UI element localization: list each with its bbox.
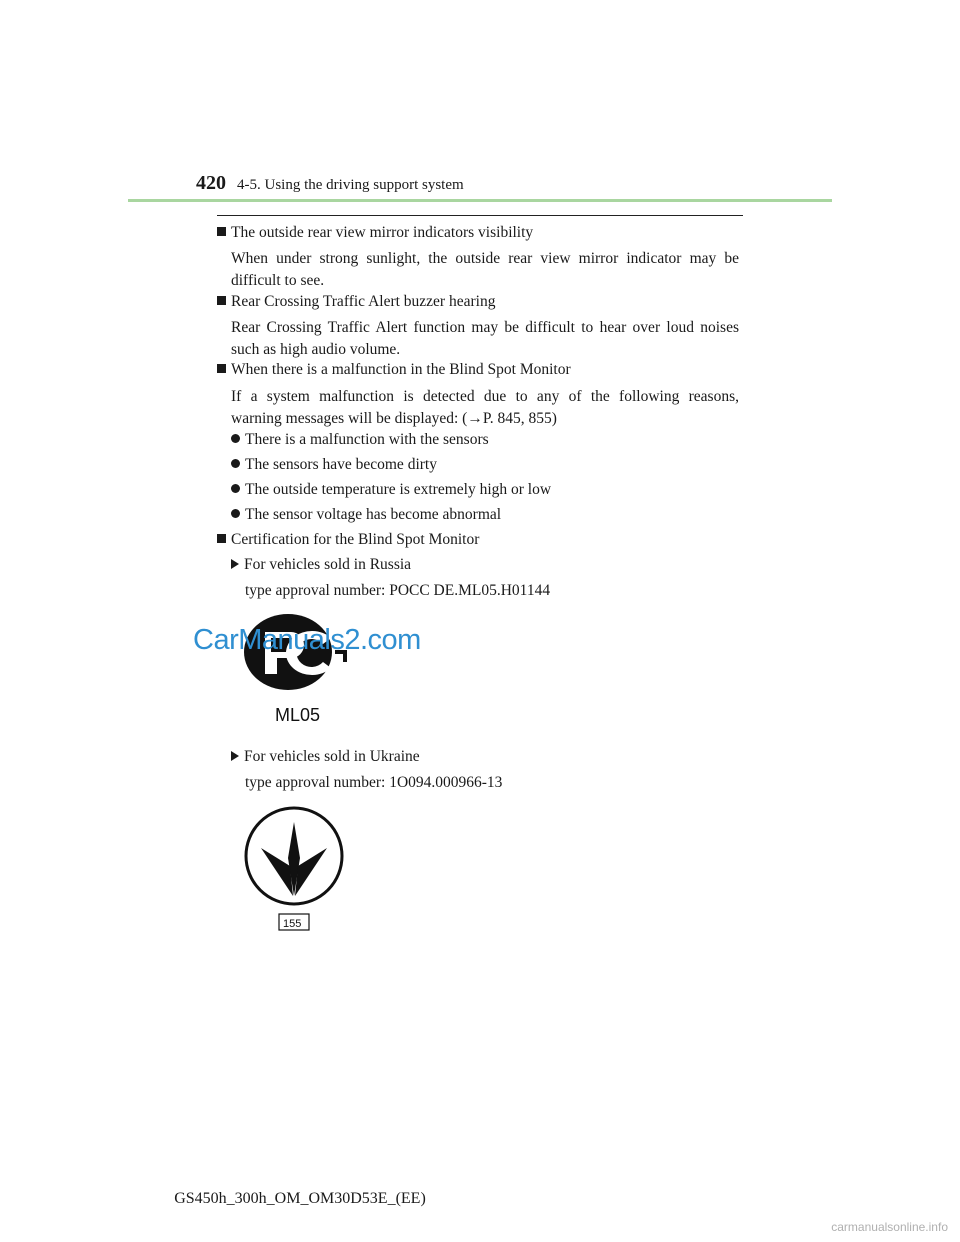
round-bullet-icon — [231, 509, 240, 518]
triangle-bullet-icon — [231, 751, 239, 761]
ukraine-certification-mark-icon — [243, 806, 347, 934]
round-bullet-icon — [231, 434, 240, 443]
heading-buzzer-hearing: Rear Crossing Traffic Alert buzzer hearing — [217, 293, 495, 311]
triangle-bullet-icon — [231, 559, 239, 569]
paragraph-malfunction: If a system malfunction is detected due to any of the following reasons, warning messages will be displayed: (→P. 845, 855) — [231, 388, 739, 427]
round-bullet-icon — [231, 484, 240, 493]
footer-model-code: GS450h_300h_OM_OM30D53E_(EE) — [174, 1190, 426, 1207]
heading-malfunction: When there is a malfunction in the Blind Spot Monitor — [217, 361, 571, 379]
square-bullet-icon — [217, 227, 226, 236]
bullet-item: The sensors have become dirty — [231, 456, 437, 474]
square-bullet-icon — [217, 364, 226, 373]
round-bullet-icon — [231, 459, 240, 468]
watermark: CarManuals2.com — [193, 624, 421, 656]
bullet-item: There is a malfunction with the sensors — [231, 431, 489, 449]
site-mark: carmanualsonline.info — [831, 1220, 948, 1234]
paragraph-buzzer-hearing: Rear Crossing Traffic Alert function may be difficult to hear over loud noises such as high audio volume. — [231, 319, 739, 358]
bullet-item: The sensor voltage has become abnormal — [231, 506, 501, 524]
content-top-rule — [217, 215, 743, 216]
russia-label: For vehicles sold in Russia — [231, 556, 411, 574]
ukraine-approval-number: type approval number: 1O094.000966-13 — [245, 774, 503, 791]
heading-mirror-visibility: The outside rear view mirror indicators visibility — [217, 224, 533, 242]
section-title: 4-5. Using the driving support system — [237, 177, 464, 193]
square-bullet-icon — [217, 296, 226, 305]
russia-approval-number: type approval number: POCC DE.ML05.H01144 — [245, 582, 551, 599]
ukraine-label: For vehicles sold in Ukraine — [231, 748, 420, 766]
russia-mark-code: ML05 — [275, 705, 321, 724]
ukraine-mark-code: 155 — [283, 918, 302, 930]
bullet-item: The outside temperature is extremely high or low — [231, 481, 551, 499]
header-rule — [128, 199, 832, 202]
heading-certification: Certification for the Blind Spot Monitor — [217, 531, 479, 549]
square-bullet-icon — [217, 534, 226, 543]
paragraph-mirror-visibility: When under strong sunlight, the outside rear view mirror indicator may be difficult to see. — [231, 250, 739, 289]
page-number: 420 — [196, 172, 226, 194]
